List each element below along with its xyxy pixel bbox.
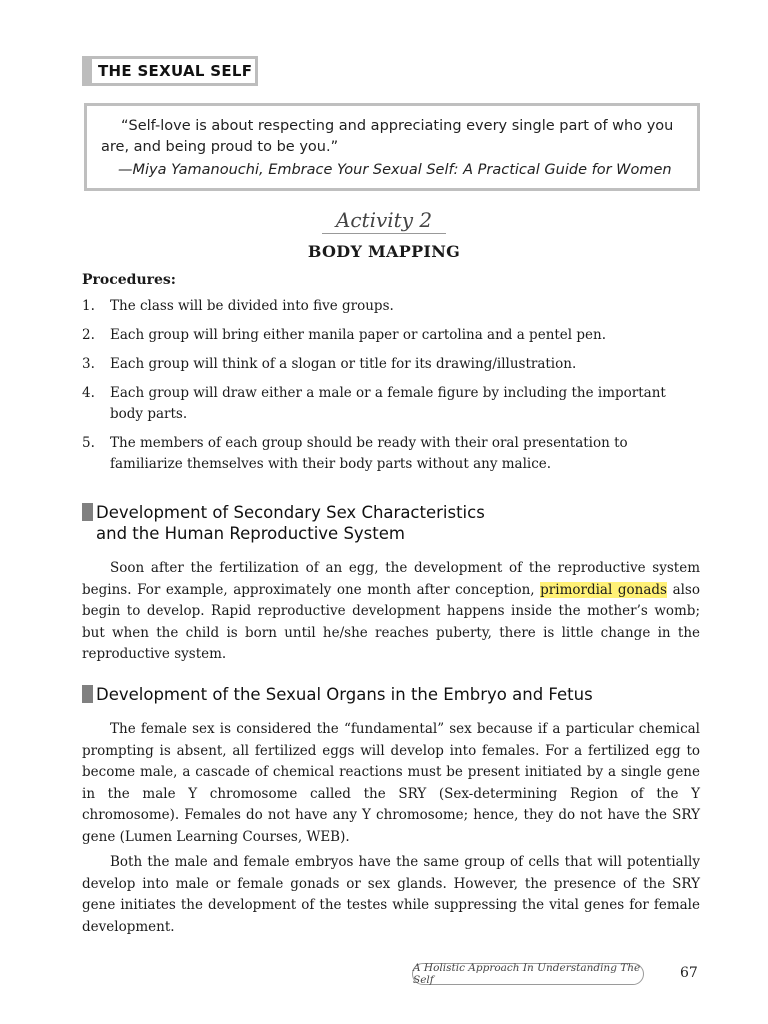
- step-text: Each group will think of a slogan or title for its drawing/illustration.: [110, 356, 577, 372]
- highlighted-term: primordial gonads: [540, 581, 667, 598]
- step-number: 2.: [82, 327, 95, 343]
- step-text: The class will be divided into five groups.: [110, 298, 394, 314]
- activity-label: Activity 2: [335, 208, 433, 232]
- procedure-step: [82, 354, 700, 375]
- paragraph-reproductive-development: [82, 558, 700, 666]
- procedure-step: [82, 296, 700, 317]
- section-heading-line2: and the Human Reproductive System: [96, 524, 405, 543]
- paragraph-text: also begin to develop. Rapid reproductive development happens inside the mother’s womb; but when the child is born until he/she reaches puberty, there is little change in the reproductive system.: [82, 581, 700, 662]
- section-marker: [82, 685, 93, 703]
- section-heading-line1: Development of Secondary Sex Characteristics: [96, 503, 485, 522]
- section-heading-secondary-sex: [82, 502, 485, 544]
- step-number: 5.: [82, 435, 95, 451]
- footer-book-title: A Holistic Approach In Understanding The Self: [412, 963, 644, 985]
- step-number: 4.: [82, 385, 95, 401]
- step-text: The members of each group should be ready with their oral presentation to familiarize themselves with their body parts without any malice.: [110, 435, 628, 472]
- procedure-step: [82, 325, 700, 346]
- chapter-tab: [82, 56, 258, 86]
- quote-text: “Self-love is about respecting and appreciating every single part of who you are, and being proud to be you.”: [101, 118, 674, 155]
- section-heading-text: Development of the Sexual Organs in the Embryo and Fetus: [96, 685, 593, 704]
- step-number: 3.: [82, 356, 95, 372]
- procedure-step: [82, 383, 700, 425]
- procedure-list: [82, 296, 700, 483]
- chapter-title: THE SEXUAL SELF: [92, 59, 255, 83]
- quote-attribution: —Miya Yamanouchi, Embrace Your Sexual Self: A Practical Guide for Women: [118, 162, 672, 178]
- page-number: 67: [680, 965, 698, 981]
- quote-box: [84, 103, 700, 191]
- step-text: Each group will bring either manila paper or cartolina and a pentel pen.: [110, 327, 607, 343]
- procedure-step: [82, 433, 700, 475]
- activity-title: BODY MAPPING: [307, 242, 461, 261]
- section-heading-sexual-organs: [82, 684, 593, 705]
- activity-divider: [322, 233, 446, 234]
- procedures-label: Procedures:: [82, 272, 176, 288]
- paragraph-text: Soon after the fertilization of an egg, the development of the reproductive system begins. For example, approximately one month after conception,: [82, 560, 700, 598]
- step-text: Each group will draw either a male or a female figure by including the important body parts.: [110, 385, 666, 422]
- step-number: 1.: [82, 298, 95, 314]
- paragraph-embryos: Both the male and female embryos have the same group of cells that will potentially develop into male or female gonads or sex glands. However, the presence of the SRY gene initiates the development of the testes while suppressing the vital genes for female development.: [82, 854, 700, 935]
- section-marker: [82, 503, 93, 521]
- paragraph-fundamental-sex: The female sex is considered the “fundamental” sex because if a particular chemical prompting is absent, all fertilized eggs will develop into females. For a fertilized egg to become male, a cascade of chemical reactions must be present initiated by a single gene in the male Y chromosome called the SRY (Sex-determining Region of the Y chromosome). Females do not have any Y chromosome; hence, they do not have the SRY gene (Lumen Learning Courses, WEB).: [82, 721, 700, 845]
